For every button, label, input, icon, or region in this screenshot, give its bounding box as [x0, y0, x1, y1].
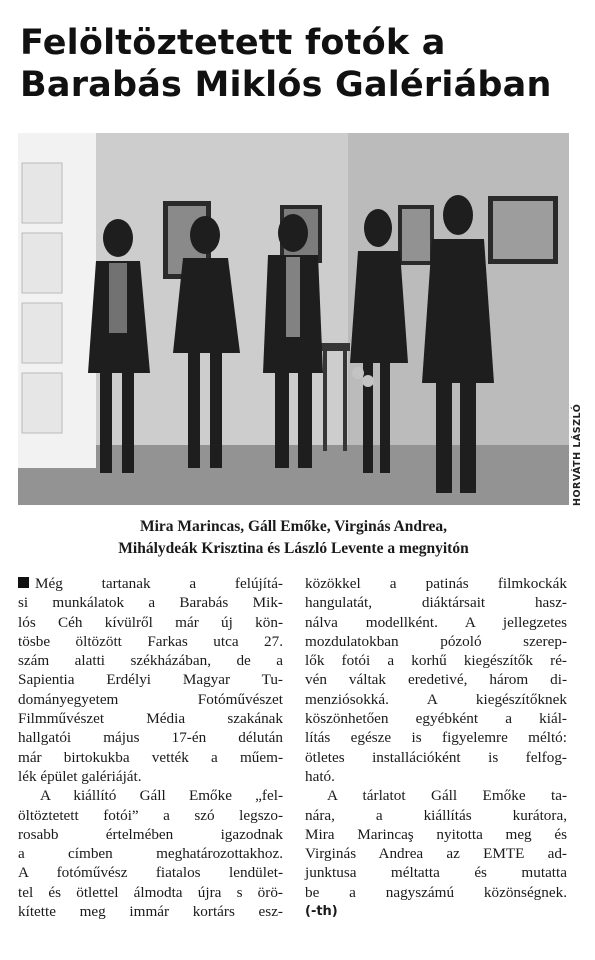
text-line: menziósokká. A kiegészítőknek — [305, 690, 567, 708]
text-line: Mira Marincaş nyitotta meg és — [305, 825, 567, 843]
article-headline — [20, 22, 580, 106]
text-line: Filmművészet Média szakának — [18, 710, 283, 728]
text-line: kítette meg immár kortárs esz- — [18, 903, 283, 921]
text-line: mozdulatokban pózoló szerep- — [305, 632, 567, 650]
text-line: ötletes installációként is felfog- — [305, 748, 567, 766]
text-line: nálva modellként. A jellegzetes — [305, 613, 567, 631]
text-line: lék épület galériáját. — [18, 767, 142, 785]
caption-line-1: Mira Marincas, Gáll Emőke, Virginás Andrea, — [139, 518, 448, 535]
photo-caption — [18, 516, 569, 560]
text-line: köszönhetően egyébként a kiál- — [305, 710, 567, 728]
text-line: már birtokukba vették a műem- — [18, 748, 283, 766]
text-line: tösbe öltözött Farkas utca 27. — [18, 632, 283, 650]
text-line: Még tartanak a felújítá- — [18, 574, 283, 593]
text-line: Virginás Andrea az EMTE ad- — [305, 845, 567, 863]
text-line: ható. — [305, 767, 335, 785]
text-line: junktusa méltatta és mutatta — [305, 864, 567, 882]
text-line: A kiállító Gáll Emőke „fel- — [40, 787, 283, 805]
author-signature: (-th) — [305, 904, 338, 920]
text-line: be a nagyszámú közönségnek. — [305, 883, 567, 901]
text-line: dományegyetem Fotóművészet — [18, 690, 283, 708]
text-line: Sapientia Erdélyi Magyar Tu- — [18, 671, 283, 689]
text-line: A fotóművész fiatalos lendület- — [18, 864, 283, 882]
text-line: lítás egésze is figyelemre méltó: — [305, 729, 567, 747]
exhibition-photo — [18, 133, 569, 505]
article-column-1 — [18, 574, 283, 921]
text-line: tel és ötlettel álmodta újra s örö- — [18, 883, 283, 901]
text-line: öltöztetett fotói” a szó legszo- — [18, 806, 283, 824]
text-line: vén váltak eredetivé, három di- — [305, 671, 567, 689]
text-line: hallgatói május 17-én délután — [18, 729, 283, 747]
text-line: A tárlatot Gáll Emőke ta- — [327, 787, 567, 805]
photo-illustration — [18, 133, 569, 505]
text-line: a címben meghatározottakhoz. — [18, 845, 283, 863]
text-line: szám alatti székházában, de a — [18, 652, 283, 670]
text-line: hangulatát, diáktársait hasz- — [305, 594, 567, 612]
caption-line-2: Mihálydeák Krisztina és László Levente a megnyitón — [118, 540, 469, 557]
article-column-2 — [305, 574, 567, 921]
text-line: rosabb értelmében igazodnak — [18, 825, 283, 843]
headline-line-1: Felöltöztetett fotók a — [20, 23, 446, 63]
text-line: lők fotói a korhű kiegészítők ré- — [305, 652, 567, 670]
text-line: lós Céh kívülről már új kön- — [18, 613, 283, 631]
text-line: si munkálatok a Barabás Mik- — [18, 594, 283, 612]
photo-credit: HORVÁTH LÁSZLÓ — [572, 403, 583, 506]
text-line: közökkel a patinás filmkockák — [305, 575, 567, 592]
headline-line-2: Barabás Miklós Galériában — [20, 65, 552, 105]
paragraph-bullet-icon — [18, 577, 29, 588]
text-line: nára, a kiállítás kurátora, — [305, 806, 567, 824]
